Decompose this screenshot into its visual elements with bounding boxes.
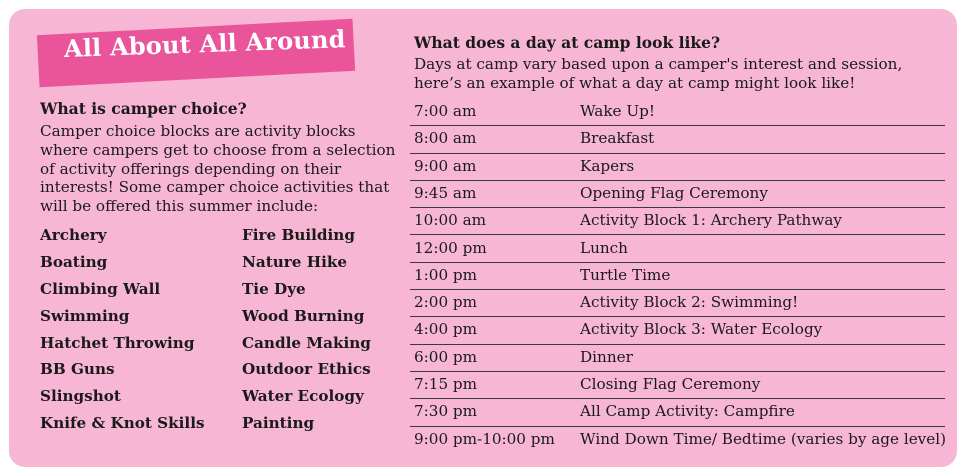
schedule-time: 7:30 pm	[414, 402, 478, 421]
schedule-row	[410, 235, 945, 263]
schedule-time: 10:00 am	[414, 211, 487, 230]
activity-item: Outdoor Ethics	[242, 360, 371, 378]
schedule-time: 7:00 am	[414, 102, 477, 120]
paragraph-line: of activity offerings depending on their	[40, 159, 342, 178]
schedule-time: 7:15 pm	[414, 375, 478, 393]
paragraph-line: Camper choice blocks are activity blocks	[40, 122, 356, 140]
schedule-activity: Wake Up!	[580, 102, 655, 120]
schedule-activity: Wind Down Time/ Bedtime (varies by age level)	[580, 429, 947, 448]
schedule-time: 4:00 pm	[414, 320, 478, 339]
schedule-activity: All Camp Activity: Campfire	[580, 402, 795, 421]
schedule-row	[410, 398, 945, 426]
activity-item: Nature Hike	[242, 253, 348, 271]
schedule-time: 9:00 pm-10:00 pm	[414, 429, 555, 448]
schedule-row	[410, 344, 945, 372]
activity-item: Climbing Wall	[40, 280, 161, 298]
schedule-time: 8:00 am	[414, 129, 477, 148]
schedule-time: 12:00 pm	[414, 238, 487, 257]
schedule-activity: Dinner	[580, 347, 633, 366]
activity-item: Swimming	[40, 307, 130, 325]
schedule-row	[410, 426, 945, 453]
schedule-activity: Activity Block 1: Archery Pathway	[580, 211, 842, 230]
schedule-activity: Turtle Time	[580, 265, 671, 284]
camper-choice-heading: What is camper choice?	[40, 99, 247, 118]
schedule-time: 2:00 pm	[414, 293, 478, 312]
schedule-row	[410, 262, 945, 290]
day-at-camp-paragraph	[414, 55, 902, 93]
paragraph-line: Days at camp vary based upon a camper's interest and session,	[414, 55, 903, 73]
activity-item: BB Guns	[40, 360, 115, 378]
activity-item: Hatchet Throwing	[40, 334, 195, 352]
schedule-row	[410, 316, 945, 344]
activity-item: Slingshot	[40, 387, 121, 405]
paragraph-line: where campers get to choose from a selection	[40, 140, 396, 159]
activity-item: Candle Making	[242, 334, 371, 352]
schedule-activity: Lunch	[580, 238, 628, 257]
schedule-row	[410, 98, 945, 126]
schedule-row	[410, 180, 945, 208]
activity-item: Fire Building	[242, 226, 355, 244]
paragraph-line: interests! Some camper choice activities that	[40, 178, 390, 197]
schedule-activity: Activity Block 3: Water Ecology	[580, 320, 823, 339]
schedule-activity: Kapers	[580, 156, 635, 175]
activity-item: Archery	[40, 226, 107, 244]
camper-choice-paragraph	[40, 122, 395, 216]
paragraph-line: here’s an example of what a day at camp might look like!	[414, 73, 856, 92]
schedule-time: 9:00 am	[414, 156, 477, 175]
schedule-activity: Closing Flag Ceremony	[580, 375, 761, 393]
activity-item: Water Ecology	[242, 387, 364, 405]
schedule-time: 9:45 am	[414, 183, 477, 202]
schedule-row	[410, 153, 945, 181]
paragraph-line: will be offered this summer include:	[40, 197, 319, 216]
schedule-time: 1:00 pm	[414, 265, 478, 284]
day-at-camp-heading: What does a day at camp look like?	[414, 33, 721, 52]
schedule-activity: Activity Block 2: Swimming!	[580, 293, 799, 312]
schedule-row	[410, 289, 945, 317]
schedule-row	[410, 371, 945, 399]
schedule-row	[410, 207, 945, 235]
activity-item: Tie Dye	[242, 280, 306, 298]
schedule-activity: Breakfast	[580, 129, 655, 148]
schedule-row	[410, 125, 945, 153]
activity-item: Wood Burning	[242, 307, 365, 325]
schedule-time: 6:00 pm	[414, 347, 478, 366]
banner-title: All About All Around	[63, 24, 347, 63]
activity-item: Knife & Knot Skills	[40, 414, 205, 432]
activity-item: Painting	[242, 414, 315, 432]
activity-item: Boating	[40, 253, 108, 271]
schedule-activity: Opening Flag Ceremony	[580, 183, 768, 202]
